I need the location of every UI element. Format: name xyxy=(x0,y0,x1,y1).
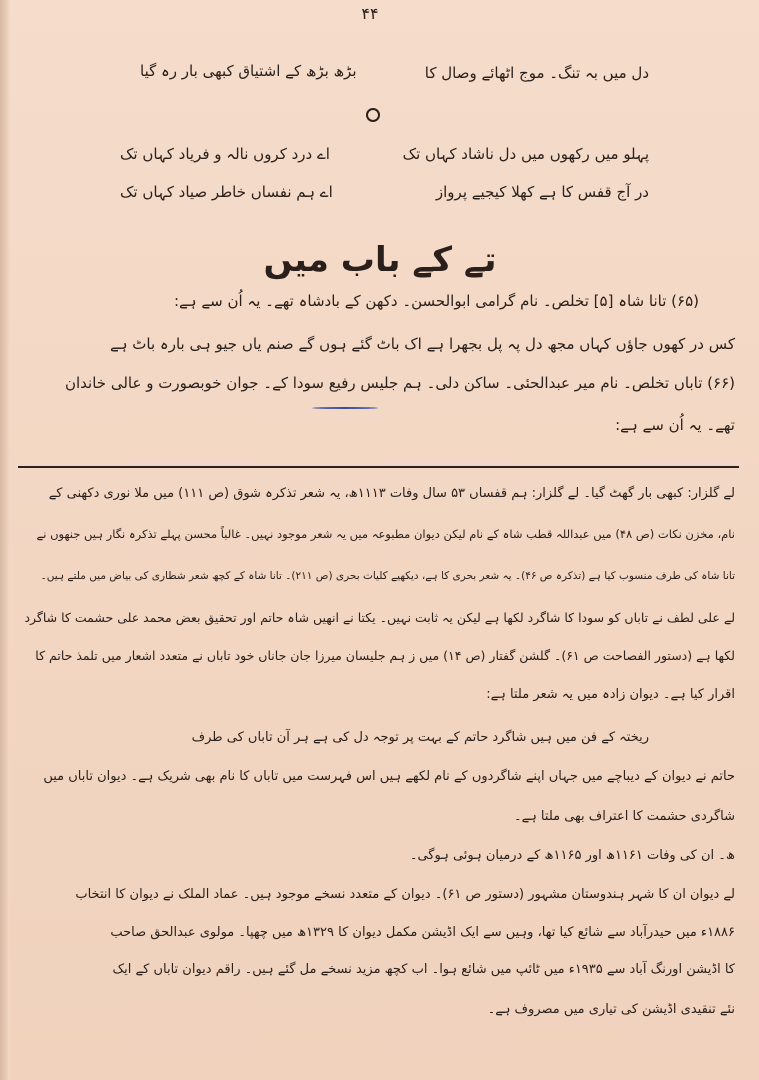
page-edge-shadow xyxy=(0,0,10,1080)
footnote-line: نام، مخزن نکات (ص ۴۸) میں عبداللہ قطب شاہ کے نام لیکن دیوان مطبوعہ میں یہ شعر موجود نہیں۔ غالباً محسن پہلے تذکرہ نگار ہیں جنھوں نے xyxy=(36,527,735,541)
footnote-line: تانا شاہ کی طرف منسوب کیا ہے (تذکرہ ص ۴۶)۔ یہ شعر بحری کا ہے، دیکھیے کلیات بحری (ص ۲۱۱)۔ تانا شاہ کے کچھ شعر شطاری کی بیاض میں ملتے ہیں۔ xyxy=(40,570,735,582)
entry-66-cont: تھے۔ یہ اُن سے ہے: xyxy=(615,416,735,434)
footnote-line: لے دیوان ان کا شہر ہندوستان مشہور (دستور ص ۶۱)۔ دیوان کے متعدد نسخے موجود ہیں۔ عماد الملک نے دیوان کا انتخاب xyxy=(75,887,735,902)
blue-pen-underline xyxy=(312,407,378,409)
footnote-line: نئے تنقیدی اڈیشن کی تیاری میں مصروف ہے۔ xyxy=(487,1002,735,1017)
couplet-2-line2-left: اے ہم نفساں خاطر صیاد کہاں تک xyxy=(120,183,333,201)
footnote-line: لے علی لطف نے تاباں کو سودا کا شاگرد لکھا ہے لیکن یہ ثابت نہیں۔ یکتا نے انھیں شاہ حاتم اور تحقیق بعض محمد علی حشمت کا شاگرد xyxy=(24,610,735,625)
footnote-line: لکھا ہے (دستور الفصاحت ص ۶۱)۔ گلشن گفتار (ص ۱۴) میں ز ہم جلیسان میرزا جان جاناں خود تاباں نے متعدد اشعار میں تلمذ حاتم کا xyxy=(35,648,735,663)
footnote-line: اقرار کیا ہے۔ دیوان زادہ میں یہ شعر ملتا ہے: xyxy=(486,687,735,702)
footnote-line: حاتم نے دیوان کے دیباچے میں جہاں اپنے شاگردوں کے نام لکھے ہیں اس فہرست میں تاباں کا نام بھی شریک ہے۔ دیوان تاباں میں xyxy=(43,769,735,784)
footnote-line: ۱۸۸۶ء میں حیدرآباد سے شائع کیا تھا، وہیں سے ایک اڈیشن مکمل دیوان کا ۱۳۲۹ھ میں چھپا۔ مولوی عبدالحق صاحب xyxy=(110,925,735,940)
footnote-couplet: ریختہ کے فن میں ہیں شاگرد حاتم کے بہت پر توجہ دل کی ہے ہر آن تاباں کی طرف xyxy=(191,730,649,745)
footnote-separator xyxy=(18,466,739,468)
couplet-1-left: بڑھ بڑھ کے اشتیاق کبھی بار رہ گیا xyxy=(140,62,357,80)
couplet-2-line1-right: پہلو میں رکھوں میں دل ناشاد کہاں تک xyxy=(402,145,649,163)
couplet-1-right: دل میں بہ تنگ۔ موج اٹھائے وصال کا xyxy=(424,64,649,82)
footnote-line: کا اڈیشن اورنگ آباد سے ۱۹۳۵ء میں ٹائپ میں شائع ہوا۔ اب کچھ مزید نسخے مل گئے ہیں۔ راقم دیوان تاباں کے ایک xyxy=(112,962,735,977)
section-heading: تے کے باب میں xyxy=(263,240,497,280)
footnote-line: ھ۔ ان کی وفات ۱۱۶۱ھ اور ۱۱۶۵ھ کے درمیان ہوئی ہوگی۔ xyxy=(409,848,735,863)
entry-65: (۶۵) تانا شاہ [۵] تخلص۔ نام گرامی ابوالحسن۔ دکھن کے بادشاہ تھے۔ یہ اُن سے ہے: xyxy=(173,292,699,310)
ornament-circle xyxy=(366,108,380,122)
page-number: ۴۴ xyxy=(361,4,379,23)
couplet-2-line2-right: در آج قفس کا ہے کھلا کیجیے پرواز xyxy=(435,183,649,201)
entry-65-couplet: کس در کھوں جاؤں کہاں مجھ دل پہ پل بجھرا ہے اک باٹ گئے ہوں گے صنم یاں جیو ہی بارہ باٹ ہے xyxy=(109,335,735,353)
couplet-2-line1-left: اے درد کروں نالہ و فریاد کہاں تک xyxy=(120,145,330,163)
footnote-line: شاگردی حشمت کا اعتراف بھی ملتا ہے۔ xyxy=(513,809,735,824)
footnote-line: لے گلزار: کبھی بار گھٹ گیا۔ لے گلزار: ہم قفساں ۵۳ سال وفات ۱۱۱۳ھ، یہ شعر تذکرہ شوق (ص ۱۱۱) میں ملا نوری دکھنی کے xyxy=(48,486,735,501)
entry-66: (۶۶) تاباں تخلص۔ نام میر عبدالحئی۔ ساکن دلی۔ ہم جلیس رفیع سودا کے۔ جوان خوبصورت و عالی خاندان xyxy=(65,374,735,392)
